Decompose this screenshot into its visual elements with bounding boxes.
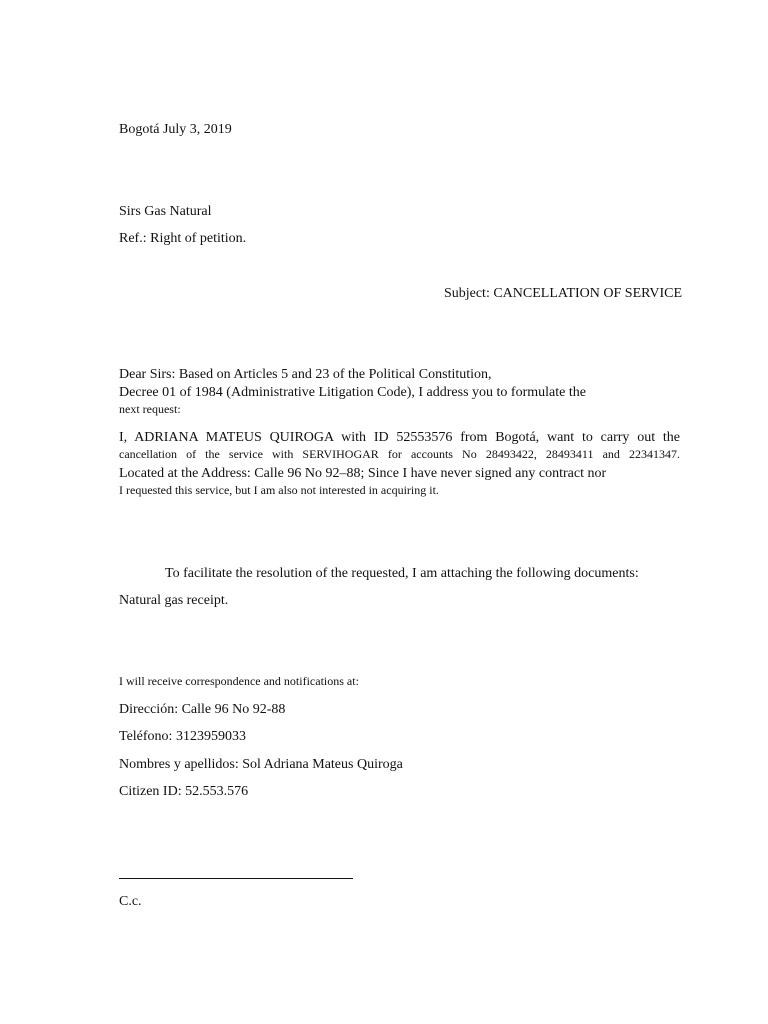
request-line: cancellation of the service with SERVIHOGAR for accounts No 28493422, 28493411 and 22341347. <box>119 447 680 461</box>
address-line: Dirección: Calle 96 No 92-88 <box>119 702 286 717</box>
reference-line: Ref.: Right of petition. <box>119 231 247 246</box>
phone-line: Teléfono: 3123959033 <box>119 729 246 744</box>
names-line: Nombres y apellidos: Sol Adriana Mateus Quiroga <box>119 757 403 772</box>
subject-line: Subject: CANCELLATION OF SERVICE <box>443 286 682 301</box>
letter-date: Bogotá July 3, 2019 <box>119 122 232 137</box>
attachment-item: Natural gas receipt. <box>119 593 229 608</box>
attachments-intro: To facilitate the resolution of the requested, I am attaching the following documents: <box>165 566 639 581</box>
notifications-intro: I will receive correspondence and notifications at: <box>119 674 359 688</box>
signature-line <box>119 878 353 879</box>
intro-line: next request: <box>119 402 181 416</box>
recipient: Sirs Gas Natural <box>119 204 212 219</box>
signature-label: C.c. <box>119 894 142 909</box>
citizen-id-line: Citizen ID: 52.553.576 <box>119 784 249 799</box>
request-line: I, ADRIANA MATEUS QUIROGA with ID 52553576 from Bogotá, want to carry out the <box>119 430 680 445</box>
request-line: I requested this service, but I am also not interested in acquiring it. <box>119 483 439 497</box>
intro-line: Dear Sirs: Based on Articles 5 and 23 of the Political Constitution, <box>119 367 492 382</box>
request-line: Located at the Address: Calle 96 No 92–88; Since I have never signed any contract nor <box>119 466 607 481</box>
intro-line: Decree 01 of 1984 (Administrative Litigation Code), I address you to formulate the <box>119 385 586 400</box>
